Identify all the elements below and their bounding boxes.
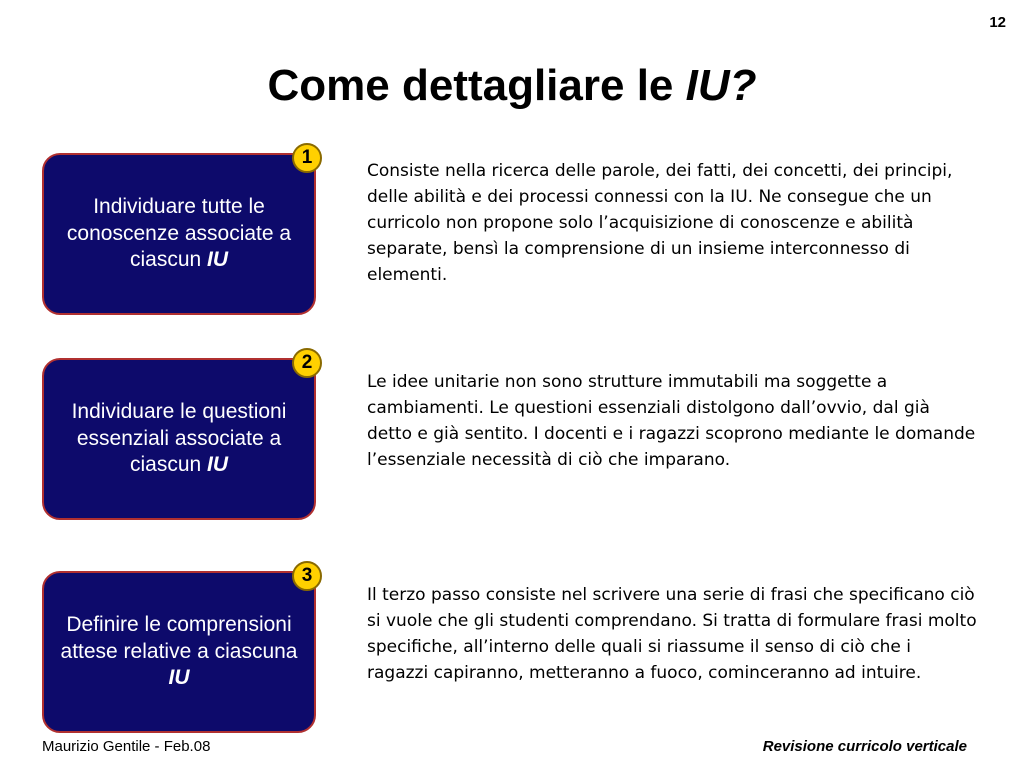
step-number-badge: 2 — [292, 348, 322, 378]
step-number-badge: 3 — [292, 561, 322, 591]
page-number: 12 — [989, 14, 1006, 31]
page-title — [0, 62, 1024, 110]
footer-topic: Revisione curricolo verticale — [762, 738, 967, 755]
step-box — [42, 153, 316, 315]
step-text: Individuare le questioni essenziali associate a ciascun — [71, 400, 287, 477]
step-2-description: Le idee unitarie non sono strutture immutabili ma soggette a cambiamenti. Le questioni essenziali distolgono dall’ovvio, dal già detto e già sentito. I docenti e i ragazzi scoprono mediante le domande l’essenziale necessità di ciò che imparano. — [367, 372, 976, 470]
step-3-description: Il terzo passo consiste nel scrivere una serie di frasi che specificano ciò si vuole che gli studenti comprendano. Si tratta di formulare frasi molto specifiche, all’interno delle quali si riassume il senso di ciò che i ragazzi capiranno, metteranno a fuoco, cominceranno ad intuire. — [367, 585, 977, 683]
step-label — [44, 612, 314, 691]
step-keyword: IU — [207, 453, 229, 477]
step-keyword: IU — [168, 666, 190, 690]
step-3 — [42, 565, 316, 733]
step-1-description: Consiste nella ricerca delle parole, dei fatti, dei concetti, dei principi, delle abilità e dei processi connessi con la IU. Ne consegue che un curricolo non propone solo l’acquisizione di conoscenze e abilità separate, bensì la comprensione di un insieme interconnesso di elementi. — [367, 161, 953, 285]
step-label — [44, 194, 314, 273]
step-label — [44, 399, 314, 478]
step-text: Individuare tutte le conoscenze associate a ciascun — [66, 195, 292, 272]
title-main: Come dettagliare le — [267, 61, 686, 110]
step-1 — [42, 147, 316, 315]
step-box — [42, 358, 316, 520]
step-2 — [42, 352, 316, 520]
step-box — [42, 571, 316, 733]
step-keyword: IU — [207, 248, 229, 272]
title-emphasis: IU? — [685, 61, 757, 110]
step-text: Definire le comprensioni attese relative a ciascuna — [60, 613, 298, 663]
step-number-badge: 1 — [292, 143, 322, 173]
footer-author: Maurizio Gentile - Feb.08 — [42, 738, 211, 755]
